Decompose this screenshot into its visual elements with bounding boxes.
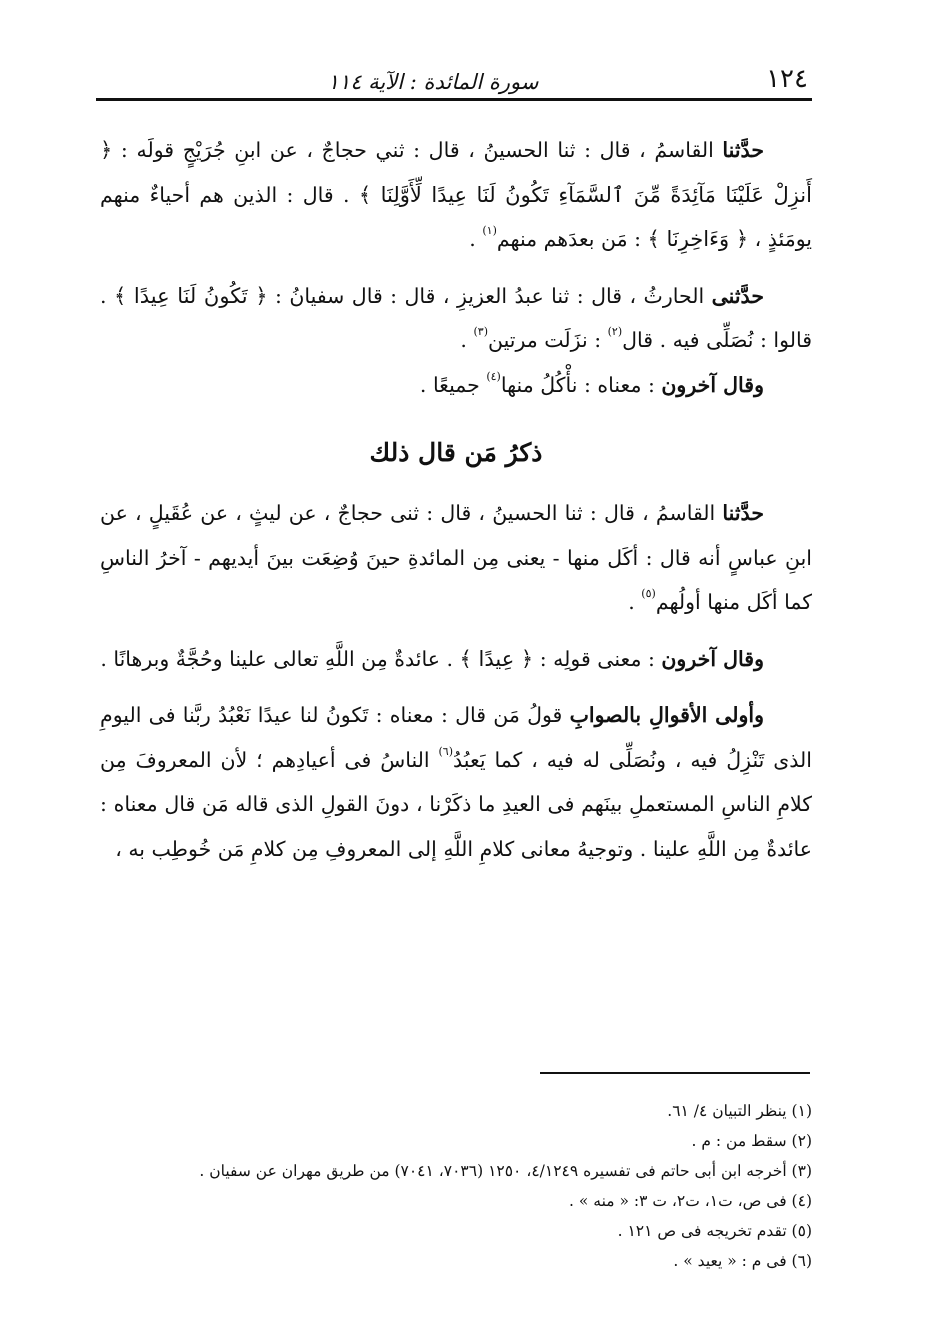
footnote-ref[interactable]: (٤) bbox=[486, 369, 501, 383]
quran-verse: ﴿ وَءَاخِرِنَا ﴾ bbox=[647, 227, 749, 251]
paragraph-lead: حدَّثنا bbox=[722, 501, 764, 525]
paragraph-2 bbox=[100, 274, 812, 363]
quran-verse: ﴿ تَكُونُ لَنَا عِيدًا ﴾ bbox=[113, 283, 268, 308]
paragraph-1 bbox=[100, 128, 812, 262]
running-title: سورة المائدة : الآية ١١٤ bbox=[327, 70, 539, 94]
section-heading: ذكرُ مَن قال ذلك bbox=[369, 438, 543, 467]
header-rule bbox=[96, 98, 812, 101]
paragraph-text: الناسُ فى أعيادِهم ؛ لأن المعروفَ مِن كلامِ الناسِ المستعملِ بينَهم فى العيدِ ما ذكَرْنا ، دونَ القولِ الذى قاله مَن قال معناه : عائدةٌ مِن اللَّهِ علينا . وتوجيهُ معانى كلامِ اللَّهِ إلى المعروفِ مِن كلامِ مَن خُوطِب به ، bbox=[100, 747, 812, 861]
paragraph-lead: حدَّثنا bbox=[722, 138, 764, 162]
footnote-3: (٣) أخرجه ابن أبى حاتم فى تفسيره ٤/١٢٤٩، ١٢٥٠ (٧٠٣٦، ٧٠٤١) من طريق مهران عن سفيان . bbox=[199, 1162, 812, 1180]
footnote-ref[interactable]: (٣) bbox=[473, 325, 488, 338]
body-text bbox=[100, 128, 812, 871]
paragraph-lead: وقال آخرون bbox=[661, 372, 764, 397]
footnote-ref[interactable]: (١) bbox=[482, 224, 497, 237]
footnote-2: (٢) سقط من : م . bbox=[691, 1132, 812, 1150]
page-header bbox=[100, 56, 812, 94]
paragraph-text: قولُ مَن قال : معناه : تَكونُ لنا عيدًا نَعْبُدُ ربَّنا فى اليومِ الذى تَنْزِلُ فيه ، ونُصَلِّى له فيه ، كما يَعبُدُ bbox=[100, 703, 812, 772]
paragraph-4 bbox=[100, 491, 812, 625]
paragraph-text: . قال : الذين هم أحياءٌ منهم يومَئذٍ ، bbox=[100, 182, 812, 251]
paragraph-text: الحارثُ ، قال : ثنا عبدُ العزيزِ ، قال : قال سفيانُ : bbox=[267, 283, 712, 308]
quran-verse: ﴿ أَنزِلْ عَلَيْنَا مَآئِدَةً مِّنَ ٱلسَّمَآءِ تَكُونُ لَنَا عِيدًا لِّأَوَّلِنَا ﴾ bbox=[100, 138, 812, 207]
paragraph-lead: وقال آخرون bbox=[661, 646, 764, 671]
paragraph-text: القاسمُ ، قال : ثنا الحسينُ ، قال : ثنى حجاجٌ ، عن ليثٍ ، عن عُقَيلٍ ، عن ابنِ عباسٍ أنه قال : أكَل منها - يعنى مِن المائدةِ حينَ وُضِعَت بينَ أيديهم - آخرُ الناسِ كما أكَل منها أولُهم bbox=[100, 501, 812, 614]
footnote-5: (٥) تقدم تخريجه فى ص ١٢١ . bbox=[617, 1222, 812, 1240]
paragraph-text: . bbox=[628, 590, 642, 614]
paragraph-text: . قالوا : نُصَلِّى فيه . قال bbox=[100, 283, 812, 352]
footnote-rule bbox=[540, 1072, 810, 1074]
paragraph-text: : مَن بعدَهم منهم bbox=[496, 227, 648, 251]
footnote-6: (٦) فى م : « يعيد » . bbox=[673, 1252, 812, 1270]
footnote-4: (٤) فى ص، ت١، ت٢، ت ٣: « منه » . bbox=[569, 1192, 812, 1210]
paragraph-text: : معناه : نأْكُلُ منها bbox=[500, 372, 662, 397]
paragraph-text: : معنى قولِه : bbox=[533, 646, 662, 671]
paragraph-text: . bbox=[469, 227, 483, 251]
quran-verse: ﴿ عِيدًا ﴾ bbox=[459, 646, 534, 671]
footnote-ref[interactable]: (٢) bbox=[607, 325, 623, 338]
paragraph-text: . عائدةٌ مِن اللَّهِ تعالى علينا وحُجَّةٌ وبرهانًا . bbox=[100, 646, 460, 671]
footnotes bbox=[100, 1096, 812, 1276]
paragraph-3 bbox=[100, 363, 812, 408]
paragraph-text: جميعًا . bbox=[419, 372, 487, 397]
paragraph-text: : نزَلَت مرتين bbox=[487, 328, 608, 352]
paragraph-5 bbox=[100, 637, 812, 682]
footnote-ref[interactable]: (٦) bbox=[438, 744, 454, 758]
page-number: ١٢٤ bbox=[766, 64, 808, 94]
paragraph-lead: وأولى الأقوالِ بالصوابِ bbox=[569, 703, 765, 727]
footnote-1: (١) ينظر التبيان ٤/ ٦١. bbox=[667, 1102, 812, 1120]
paragraph-text: . bbox=[460, 328, 474, 352]
paragraph-lead: حدَّثنى bbox=[711, 283, 764, 308]
paragraph-text: القاسمُ ، قال : ثنا الحسينُ ، قال : ثني حجاجٌ ، عن ابنِ جُرَيْجٍ قولَه : bbox=[112, 138, 723, 162]
paragraph-6 bbox=[100, 693, 812, 871]
footnote-ref[interactable]: (٥) bbox=[641, 587, 656, 600]
